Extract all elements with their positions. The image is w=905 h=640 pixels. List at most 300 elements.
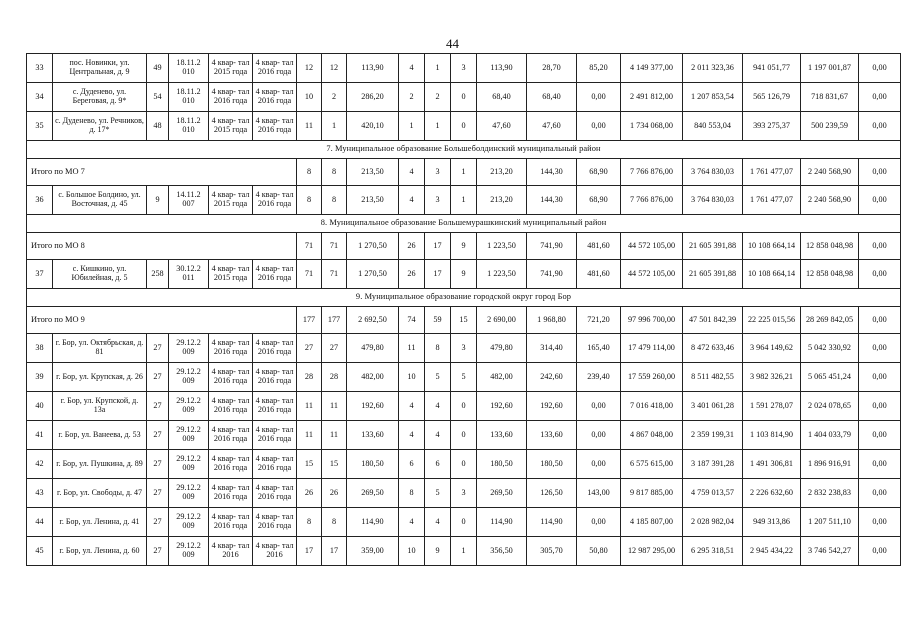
cell-m1: 6 575 615,00 xyxy=(621,450,683,479)
cell-date: 29.12.2 009 xyxy=(169,450,209,479)
cell-actual-quarter: 4 квар- тал 2016 года xyxy=(253,112,297,141)
cell-m3: 1 591 278,07 xyxy=(743,392,801,421)
cell-a1: 356,50 xyxy=(477,537,527,566)
cell-n1: 26 xyxy=(399,233,425,260)
cell-c1: 71 xyxy=(297,260,322,289)
cell-m4: 28 269 842,05 xyxy=(801,307,859,334)
cell-m2: 4 759 013,57 xyxy=(683,479,743,508)
cell-c1: 8 xyxy=(297,159,322,186)
cell-m3: 1 761 477,07 xyxy=(743,159,801,186)
cell-c2: 11 xyxy=(322,421,347,450)
cell-m3: 565 126,79 xyxy=(743,83,801,112)
resettlement-table xyxy=(26,53,901,566)
subtotal-label: Итого по МО 8 xyxy=(27,233,297,260)
cell-date: 29.12.2 009 xyxy=(169,363,209,392)
cell-area: 2 692,50 xyxy=(347,307,399,334)
cell-actual-quarter: 4 квар- тал 2016 года xyxy=(253,392,297,421)
cell-m5: 0,00 xyxy=(859,233,901,260)
cell-n2: 4 xyxy=(425,508,451,537)
cell-m1: 4 149 377,00 xyxy=(621,54,683,83)
cell-m5: 0,00 xyxy=(859,54,901,83)
cell-n2: 59 xyxy=(425,307,451,334)
cell-c2: 8 xyxy=(322,159,347,186)
cell-c2: 8 xyxy=(322,186,347,215)
cell-c2: 27 xyxy=(322,334,347,363)
cell-area: 213,50 xyxy=(347,159,399,186)
cell-n3: 3 xyxy=(451,54,477,83)
cell-n1: 11 xyxy=(399,334,425,363)
cell-n1: 2 xyxy=(399,83,425,112)
cell-n2: 17 xyxy=(425,260,451,289)
cell-n3: 0 xyxy=(451,450,477,479)
cell-a3: 50,80 xyxy=(577,537,621,566)
cell-m2: 21 605 391,88 xyxy=(683,233,743,260)
table-row xyxy=(27,83,901,112)
cell-number: 37 xyxy=(27,260,53,289)
cell-n3: 0 xyxy=(451,421,477,450)
cell-m1: 4 185 807,00 xyxy=(621,508,683,537)
cell-n3: 9 xyxy=(451,233,477,260)
cell-c2: 11 xyxy=(322,392,347,421)
cell-c2: 12 xyxy=(322,54,347,83)
cell-m4: 1 207 511,10 xyxy=(801,508,859,537)
cell-m4: 500 239,59 xyxy=(801,112,859,141)
cell-n2: 8 xyxy=(425,334,451,363)
cell-address: пос. Новинки, ул. Центральная, д. 9 xyxy=(53,54,147,83)
cell-area: 420,10 xyxy=(347,112,399,141)
subtotal-row xyxy=(27,307,901,334)
cell-m2: 3 187 391,28 xyxy=(683,450,743,479)
cell-c2: 8 xyxy=(322,508,347,537)
cell-area: 180,50 xyxy=(347,450,399,479)
cell-m5: 0,00 xyxy=(859,334,901,363)
cell-m5: 0,00 xyxy=(859,363,901,392)
cell-m5: 0,00 xyxy=(859,537,901,566)
cell-m5: 0,00 xyxy=(859,159,901,186)
subtotal-row xyxy=(27,159,901,186)
cell-actual-quarter: 4 квар- тал 2016 года xyxy=(253,479,297,508)
cell-m4: 12 858 048,98 xyxy=(801,260,859,289)
cell-address: г. Бор, ул. Крупской, д. 13а xyxy=(53,392,147,421)
cell-n2: 4 xyxy=(425,392,451,421)
cell-planned-quarter: 4 квар- тал 2016 года xyxy=(209,363,253,392)
cell-m4: 3 746 542,27 xyxy=(801,537,859,566)
cell-m2: 2 011 323,36 xyxy=(683,54,743,83)
cell-m5: 0,00 xyxy=(859,112,901,141)
cell-a3: 0,00 xyxy=(577,450,621,479)
cell-m2: 21 605 391,88 xyxy=(683,260,743,289)
cell-a1: 68,40 xyxy=(477,83,527,112)
cell-c1: 8 xyxy=(297,186,322,215)
cell-a1: 114,90 xyxy=(477,508,527,537)
cell-year: 27 xyxy=(147,450,169,479)
cell-n3: 1 xyxy=(451,159,477,186)
cell-planned-quarter: 4 квар- тал 2015 года xyxy=(209,186,253,215)
cell-a1: 1 223,50 xyxy=(477,260,527,289)
cell-m1: 44 572 105,00 xyxy=(621,233,683,260)
cell-n3: 0 xyxy=(451,83,477,112)
cell-a3: 0,00 xyxy=(577,421,621,450)
cell-a2: 741,90 xyxy=(527,260,577,289)
cell-address: с. Большое Болдино, ул. Восточная, д. 45 xyxy=(53,186,147,215)
cell-year: 49 xyxy=(147,54,169,83)
cell-planned-quarter: 4 квар- тал 2015 года xyxy=(209,54,253,83)
cell-m5: 0,00 xyxy=(859,392,901,421)
cell-address: с. Дуденево, ул. Береговая, д. 9* xyxy=(53,83,147,112)
cell-address: г. Бор, ул. Ленина, д. 60 xyxy=(53,537,147,566)
cell-m1: 17 559 260,00 xyxy=(621,363,683,392)
cell-planned-quarter: 4 квар- тал 2016 года xyxy=(209,334,253,363)
cell-a3: 0,00 xyxy=(577,112,621,141)
cell-actual-quarter: 4 квар- тал 2016 года xyxy=(253,54,297,83)
cell-n3: 0 xyxy=(451,392,477,421)
table-row xyxy=(27,479,901,508)
cell-year: 27 xyxy=(147,479,169,508)
cell-number: 39 xyxy=(27,363,53,392)
cell-m3: 2 226 632,60 xyxy=(743,479,801,508)
cell-n1: 4 xyxy=(399,508,425,537)
cell-planned-quarter: 4 квар- тал 2016 года xyxy=(209,450,253,479)
cell-address: г. Бор, ул. Октябрьская, д. 81 xyxy=(53,334,147,363)
cell-m1: 97 996 700,00 xyxy=(621,307,683,334)
cell-m4: 2 024 078,65 xyxy=(801,392,859,421)
cell-m3: 393 275,37 xyxy=(743,112,801,141)
cell-c1: 26 xyxy=(297,479,322,508)
cell-a3: 0,00 xyxy=(577,508,621,537)
cell-a3: 68,90 xyxy=(577,186,621,215)
cell-area: 192,60 xyxy=(347,392,399,421)
cell-m4: 718 831,67 xyxy=(801,83,859,112)
cell-c1: 15 xyxy=(297,450,322,479)
cell-c1: 10 xyxy=(297,83,322,112)
cell-n1: 4 xyxy=(399,392,425,421)
cell-n2: 2 xyxy=(425,83,451,112)
cell-c1: 17 xyxy=(297,537,322,566)
cell-a2: 126,50 xyxy=(527,479,577,508)
cell-c2: 15 xyxy=(322,450,347,479)
cell-c2: 26 xyxy=(322,479,347,508)
cell-m3: 1 103 814,90 xyxy=(743,421,801,450)
cell-c1: 11 xyxy=(297,421,322,450)
cell-planned-quarter: 4 квар- тал 2016 года xyxy=(209,83,253,112)
cell-n2: 9 xyxy=(425,537,451,566)
cell-address: г. Бор, ул. Свободы, д. 47 xyxy=(53,479,147,508)
cell-a2: 144,30 xyxy=(527,159,577,186)
cell-number: 41 xyxy=(27,421,53,450)
cell-number: 42 xyxy=(27,450,53,479)
cell-date: 18.11.2 010 xyxy=(169,83,209,112)
cell-a2: 305,70 xyxy=(527,537,577,566)
cell-date: 29.12.2 009 xyxy=(169,392,209,421)
cell-planned-quarter: 4 квар- тал 2016 года xyxy=(209,421,253,450)
cell-a2: 242,60 xyxy=(527,363,577,392)
cell-m1: 2 491 812,00 xyxy=(621,83,683,112)
cell-a2: 114,90 xyxy=(527,508,577,537)
cell-a1: 213,20 xyxy=(477,159,527,186)
cell-a3: 481,60 xyxy=(577,260,621,289)
cell-m5: 0,00 xyxy=(859,508,901,537)
cell-c2: 2 xyxy=(322,83,347,112)
cell-actual-quarter: 4 квар- тал 2016 года xyxy=(253,363,297,392)
cell-actual-quarter: 4 квар- тал 2016 года xyxy=(253,186,297,215)
cell-n3: 3 xyxy=(451,334,477,363)
cell-m3: 1 761 477,07 xyxy=(743,186,801,215)
cell-actual-quarter: 4 квар- тал 2016 года xyxy=(253,83,297,112)
section-title: 8. Муниципальное образование Большемурашкинский муниципальный район xyxy=(27,215,901,233)
cell-n2: 1 xyxy=(425,54,451,83)
cell-area: 113,90 xyxy=(347,54,399,83)
table-row xyxy=(27,54,901,83)
cell-n1: 4 xyxy=(399,421,425,450)
cell-area: 286,20 xyxy=(347,83,399,112)
cell-a2: 28,70 xyxy=(527,54,577,83)
cell-m1: 9 817 885,00 xyxy=(621,479,683,508)
cell-m4: 1 404 033,79 xyxy=(801,421,859,450)
table-row xyxy=(27,186,901,215)
cell-n2: 4 xyxy=(425,421,451,450)
subtotal-label: Итого по МО 7 xyxy=(27,159,297,186)
cell-n2: 6 xyxy=(425,450,451,479)
cell-a1: 479,80 xyxy=(477,334,527,363)
cell-m2: 8 472 633,46 xyxy=(683,334,743,363)
cell-a3: 721,20 xyxy=(577,307,621,334)
subtotal-row xyxy=(27,233,901,260)
cell-m4: 2 832 238,83 xyxy=(801,479,859,508)
cell-m2: 2 028 982,04 xyxy=(683,508,743,537)
cell-m1: 7 766 876,00 xyxy=(621,186,683,215)
cell-a3: 143,00 xyxy=(577,479,621,508)
table-row xyxy=(27,537,901,566)
cell-planned-quarter: 4 квар- тал 2015 года xyxy=(209,112,253,141)
cell-a2: 192,60 xyxy=(527,392,577,421)
cell-n1: 26 xyxy=(399,260,425,289)
cell-n3: 0 xyxy=(451,508,477,537)
cell-m2: 3 764 830,03 xyxy=(683,186,743,215)
cell-m4: 5 042 330,92 xyxy=(801,334,859,363)
cell-c1: 71 xyxy=(297,233,322,260)
cell-a3: 68,90 xyxy=(577,159,621,186)
cell-number: 38 xyxy=(27,334,53,363)
cell-c2: 177 xyxy=(322,307,347,334)
cell-actual-quarter: 4 квар- тал 2016 года xyxy=(253,334,297,363)
cell-n3: 15 xyxy=(451,307,477,334)
cell-n3: 3 xyxy=(451,479,477,508)
cell-a2: 144,30 xyxy=(527,186,577,215)
cell-m2: 3 764 830,03 xyxy=(683,159,743,186)
cell-a2: 47,60 xyxy=(527,112,577,141)
cell-m1: 1 734 068,00 xyxy=(621,112,683,141)
table-row xyxy=(27,421,901,450)
cell-c2: 1 xyxy=(322,112,347,141)
cell-n1: 10 xyxy=(399,537,425,566)
cell-date: 30.12.2 011 xyxy=(169,260,209,289)
cell-c1: 27 xyxy=(297,334,322,363)
cell-m5: 0,00 xyxy=(859,186,901,215)
cell-m2: 2 359 199,31 xyxy=(683,421,743,450)
cell-a2: 68,40 xyxy=(527,83,577,112)
cell-n2: 5 xyxy=(425,363,451,392)
cell-year: 27 xyxy=(147,421,169,450)
cell-m3: 10 108 664,14 xyxy=(743,233,801,260)
cell-a3: 0,00 xyxy=(577,392,621,421)
cell-m2: 1 207 853,54 xyxy=(683,83,743,112)
section-header-row xyxy=(27,215,901,233)
cell-date: 18.11.2 010 xyxy=(169,112,209,141)
cell-m2: 6 295 318,51 xyxy=(683,537,743,566)
cell-c2: 71 xyxy=(322,260,347,289)
cell-address: г. Бор, ул. Ванеева, д. 53 xyxy=(53,421,147,450)
cell-m3: 941 051,77 xyxy=(743,54,801,83)
cell-m4: 5 065 451,24 xyxy=(801,363,859,392)
cell-planned-quarter: 4 квар- тал 2015 года xyxy=(209,260,253,289)
cell-date: 29.12.2 009 xyxy=(169,508,209,537)
cell-n1: 8 xyxy=(399,479,425,508)
cell-a2: 741,90 xyxy=(527,233,577,260)
cell-m3: 3 982 326,21 xyxy=(743,363,801,392)
cell-m3: 949 313,86 xyxy=(743,508,801,537)
table-body xyxy=(27,54,901,566)
cell-date: 29.12.2 009 xyxy=(169,479,209,508)
cell-n2: 3 xyxy=(425,159,451,186)
cell-n1: 4 xyxy=(399,159,425,186)
table-row xyxy=(27,334,901,363)
cell-n3: 0 xyxy=(451,112,477,141)
cell-m1: 7 766 876,00 xyxy=(621,159,683,186)
cell-actual-quarter: 4 квар- тал 2016 года xyxy=(253,508,297,537)
cell-a3: 0,00 xyxy=(577,83,621,112)
cell-m1: 17 479 114,00 xyxy=(621,334,683,363)
cell-address: г. Бор, ул. Ленина, д. 41 xyxy=(53,508,147,537)
cell-area: 269,50 xyxy=(347,479,399,508)
cell-a1: 482,00 xyxy=(477,363,527,392)
section-header-row xyxy=(27,289,901,307)
cell-a2: 314,40 xyxy=(527,334,577,363)
section-title: 9. Муниципальное образование городской округ город Бор xyxy=(27,289,901,307)
cell-n3: 5 xyxy=(451,363,477,392)
cell-m5: 0,00 xyxy=(859,260,901,289)
cell-a1: 192,60 xyxy=(477,392,527,421)
cell-a1: 133,60 xyxy=(477,421,527,450)
cell-number: 34 xyxy=(27,83,53,112)
table-row xyxy=(27,450,901,479)
cell-n3: 1 xyxy=(451,537,477,566)
cell-date: 29.12.2 009 xyxy=(169,421,209,450)
cell-m5: 0,00 xyxy=(859,307,901,334)
cell-c2: 71 xyxy=(322,233,347,260)
cell-number: 33 xyxy=(27,54,53,83)
cell-actual-quarter: 4 квар- тал 2016 xyxy=(253,537,297,566)
cell-area: 359,00 xyxy=(347,537,399,566)
cell-a1: 213,20 xyxy=(477,186,527,215)
cell-number: 36 xyxy=(27,186,53,215)
cell-address: г. Бор, ул. Крупская, д. 26 xyxy=(53,363,147,392)
cell-m4: 12 858 048,98 xyxy=(801,233,859,260)
cell-a1: 47,60 xyxy=(477,112,527,141)
table-row xyxy=(27,363,901,392)
cell-number: 35 xyxy=(27,112,53,141)
cell-m1: 12 987 295,00 xyxy=(621,537,683,566)
section-header-row xyxy=(27,141,901,159)
cell-c1: 11 xyxy=(297,392,322,421)
cell-m1: 4 867 048,00 xyxy=(621,421,683,450)
cell-planned-quarter: 4 квар- тал 2016 xyxy=(209,537,253,566)
cell-year: 27 xyxy=(147,537,169,566)
cell-c2: 28 xyxy=(322,363,347,392)
cell-a2: 1 968,80 xyxy=(527,307,577,334)
cell-year: 27 xyxy=(147,363,169,392)
cell-c1: 11 xyxy=(297,112,322,141)
cell-c1: 12 xyxy=(297,54,322,83)
cell-m4: 1 197 001,87 xyxy=(801,54,859,83)
subtotal-label: Итого по МО 9 xyxy=(27,307,297,334)
cell-n3: 1 xyxy=(451,186,477,215)
cell-a1: 180,50 xyxy=(477,450,527,479)
cell-a2: 133,60 xyxy=(527,421,577,450)
cell-m2: 840 553,04 xyxy=(683,112,743,141)
cell-area: 1 270,50 xyxy=(347,233,399,260)
cell-n1: 4 xyxy=(399,186,425,215)
cell-a1: 1 223,50 xyxy=(477,233,527,260)
cell-number: 44 xyxy=(27,508,53,537)
cell-m4: 2 240 568,90 xyxy=(801,186,859,215)
page-number: 44 xyxy=(446,36,459,51)
cell-n1: 6 xyxy=(399,450,425,479)
cell-m3: 22 225 015,56 xyxy=(743,307,801,334)
cell-a3: 239,40 xyxy=(577,363,621,392)
cell-m5: 0,00 xyxy=(859,421,901,450)
cell-n1: 1 xyxy=(399,112,425,141)
cell-m2: 8 511 482,55 xyxy=(683,363,743,392)
cell-address: с. Кишкино, ул. Юбилейная, д. 5 xyxy=(53,260,147,289)
cell-m5: 0,00 xyxy=(859,83,901,112)
cell-date: 29.12.2 009 xyxy=(169,334,209,363)
cell-m4: 2 240 568,90 xyxy=(801,159,859,186)
cell-year: 48 xyxy=(147,112,169,141)
cell-year: 9 xyxy=(147,186,169,215)
cell-m4: 1 896 916,91 xyxy=(801,450,859,479)
cell-m2: 3 401 061,28 xyxy=(683,392,743,421)
table-row xyxy=(27,260,901,289)
cell-number: 43 xyxy=(27,479,53,508)
cell-number: 40 xyxy=(27,392,53,421)
cell-a1: 113,90 xyxy=(477,54,527,83)
cell-planned-quarter: 4 квар- тал 2016 года xyxy=(209,479,253,508)
cell-planned-quarter: 4 квар- тал 2016 года xyxy=(209,392,253,421)
cell-area: 213,50 xyxy=(347,186,399,215)
cell-c1: 177 xyxy=(297,307,322,334)
cell-a3: 481,60 xyxy=(577,233,621,260)
table-row xyxy=(27,392,901,421)
cell-m1: 44 572 105,00 xyxy=(621,260,683,289)
cell-number: 45 xyxy=(27,537,53,566)
cell-m3: 2 945 434,22 xyxy=(743,537,801,566)
cell-n2: 5 xyxy=(425,479,451,508)
cell-a1: 2 690,00 xyxy=(477,307,527,334)
cell-year: 258 xyxy=(147,260,169,289)
cell-year: 27 xyxy=(147,334,169,363)
table-row xyxy=(27,508,901,537)
cell-address: с. Дуденево, ул. Речников, д. 17* xyxy=(53,112,147,141)
cell-n2: 3 xyxy=(425,186,451,215)
cell-date: 18.11.2 010 xyxy=(169,54,209,83)
cell-actual-quarter: 4 квар- тал 2016 года xyxy=(253,450,297,479)
cell-n1: 4 xyxy=(399,54,425,83)
cell-m3: 3 964 149,62 xyxy=(743,334,801,363)
cell-m1: 7 016 418,00 xyxy=(621,392,683,421)
cell-a1: 269,50 xyxy=(477,479,527,508)
cell-area: 482,00 xyxy=(347,363,399,392)
cell-year: 27 xyxy=(147,392,169,421)
